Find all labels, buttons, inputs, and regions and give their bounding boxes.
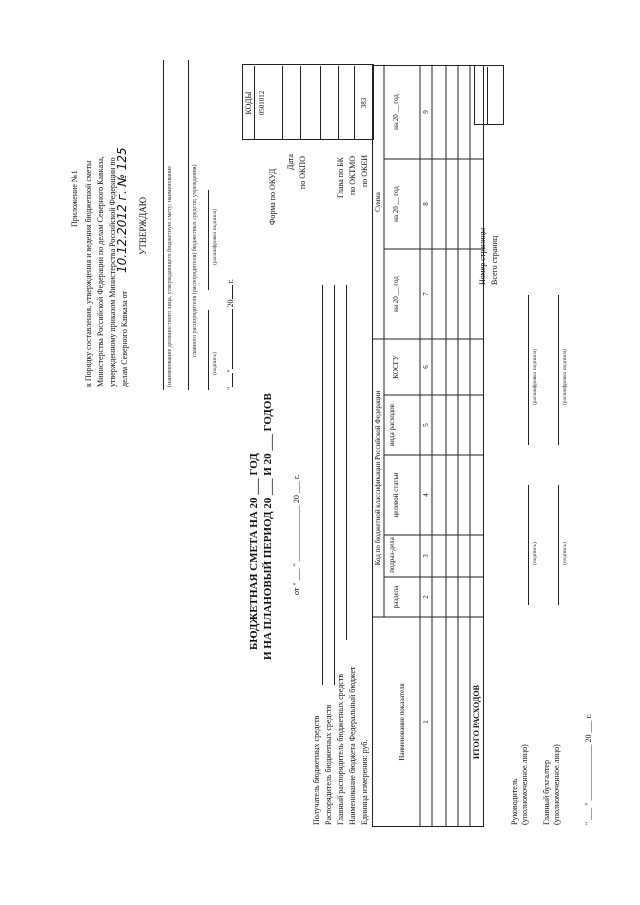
oktmo-label: по ОКТМО: [348, 155, 357, 195]
num-5: 5: [422, 423, 430, 427]
num-9: 9: [422, 110, 430, 114]
handwritten-date: 10.12.2012 г. № 125: [115, 147, 129, 273]
page-number-label: Номер страницы: [478, 227, 487, 285]
pages-box: [474, 65, 504, 125]
num-1: 1: [422, 720, 430, 724]
sign-caption: (подпись): [212, 352, 218, 375]
code-okei: 383: [360, 97, 368, 109]
col-kosgu: КОСГУ: [392, 355, 400, 379]
approve-year: 20: [226, 299, 235, 308]
requisite-distributor: Распорядитель бюджетных средств: [324, 704, 333, 825]
sum-group-header: Сумма: [374, 192, 382, 212]
acc-decode-caption: (расшифровка подписи): [562, 348, 568, 405]
approve-title: УТВЕРЖДАЮ: [138, 196, 148, 255]
okud-label: Форма по ОКУД: [268, 168, 277, 225]
col-razdel: раздела: [392, 585, 400, 609]
approve-caption: (наименование должностного лица, утверждающего бюджетную смету; наименование: [167, 166, 173, 387]
num-6: 6: [422, 365, 430, 369]
total-row-label: ИТОГО РАСХОДОВ: [472, 685, 481, 759]
requisite-budget: Наименование бюджета Федеральный бюджет: [348, 666, 357, 825]
date-line: от " ___ " ______________ 20 ___ г.: [292, 474, 301, 595]
footer-date: " ___ " ______________ 20 ___ г.: [584, 714, 593, 825]
appendix-line: Министерства Российской Федерации по делам Северного Кавказа,: [96, 156, 105, 387]
requisite-main-distributor: Главный распорядитель бюджетных средств: [336, 673, 345, 825]
approve-g: г.: [226, 279, 235, 284]
head-sub: (уполномоченное лицо): [520, 744, 529, 825]
num-8: 8: [422, 202, 430, 206]
head-label: Руководитель: [510, 778, 519, 825]
num-2: 2: [422, 595, 430, 599]
page-title: БЮДЖЕТНАЯ СМЕТА НА 20 ___ ГОД: [248, 453, 260, 650]
date-label: Дата: [286, 154, 295, 170]
accountant-label: Главный бухгалтер: [542, 760, 551, 825]
accountant-sub: (уполномоченное лицо): [552, 744, 561, 825]
code-group-header: Код по бюджетной классификации Российской Федерации: [374, 390, 382, 566]
acc-sign-caption: (подпись): [562, 542, 568, 565]
head-sign-caption: (подпись): [532, 542, 538, 565]
num-7: 7: [422, 292, 430, 296]
appendix-line: утвержденному приказом Министерства Российской Федерации по: [108, 157, 117, 387]
col-expense-type: вида расходов: [388, 404, 396, 446]
col-podrazdel: подраз-дела: [388, 537, 396, 573]
num-3: 3: [422, 554, 430, 558]
rotated-page: Приложение №1 к Порядку составления, утверждения и ведения бюджетной сметы Министерства Российской Федерации по делам Северного Кавказа, утвержденному приказом Министерства Российской Федерации по делам Северного Кавказа от 10.12.2012 г. № 125 УТВЕРЖДАЮ (наименование должностного лица, утверждающего бюджетную смету; наименование главного распорядителя (распорядителя) бюджетных средств; учреждения) (подпись) (расшифровка подписи) "" 20 г. БЮДЖЕТНАЯ СМЕТА НА 20 ___ ГОД И НА ПЛАНОВЫЙ ПЕРИОД 20 ___ И 20 ___ ГОДОВ от " ___ " ______________ 20 ___ г. Получатель бюджетных средств Распорядитель бюджетных средств Главный распорядитель бюджетных средств Наименование бюджета Федеральный бюджет Единица измерения: руб. Форма по ОКУД Дата по ОКПО Глава по БК по ОКТМО по ОКЕИ КОДЫ 0501012 383 Наименование показателя Код по бюджетной классификации Российской Федерации Сумма раздела подраз-дела целевой статьи вида расходов КОСГУ на 20 __ год на 20 __ год на 20 __ год 1 2 3 4 5 6 7 8 9 ИТОГО РАСХОДОВ Номер страницы Всего страниц Руководитель (уполномоченное лицо) (подпись) (расшифровка подписи) Главный бухгалтер (уполномоченное лицо) (подпись) (расшифровка подписи) " ___ " ______________ 20 ___ г.: [0, 0, 640, 905]
pages-total-label: Всего страниц: [490, 235, 499, 285]
col-year-2: на 20 __ год: [392, 186, 400, 222]
col-year-1: на 20 __ год: [392, 276, 400, 312]
decode-caption: (расшифровка подписи): [212, 208, 218, 265]
appendix-title: Приложение №1: [70, 170, 79, 227]
head-decode-caption: (расшифровка подписи): [532, 348, 538, 405]
col-year-3: на 20 __ год: [392, 94, 400, 130]
page-subtitle: И НА ПЛАНОВЫЙ ПЕРИОД 20 ___ И 20 ___ ГОДОВ: [262, 393, 274, 660]
codes-title: КОДЫ: [244, 91, 253, 115]
okpo-label: по ОКПО: [298, 156, 307, 189]
approve-caption: главного распорядителя (распорядителя) бюджетных средств; учреждения): [192, 164, 198, 357]
requisite-recipient: Получатель бюджетных средств: [312, 715, 321, 825]
num-4: 4: [422, 493, 430, 497]
col-target: целевой статьи: [392, 472, 400, 518]
appendix-line: к Порядку составления, утверждения и ведения бюджетной сметы: [84, 160, 93, 387]
bk-label: Глава по БК: [336, 157, 345, 198]
appendix-line: делам Северного Кавказа от: [120, 291, 129, 387]
requisite-unit: Единица измерения: руб.: [360, 739, 369, 825]
okei-label: по ОКЕИ: [360, 154, 369, 187]
code-okud: 0501012: [258, 90, 266, 116]
col-name-header: Наименование показателя: [398, 683, 406, 761]
